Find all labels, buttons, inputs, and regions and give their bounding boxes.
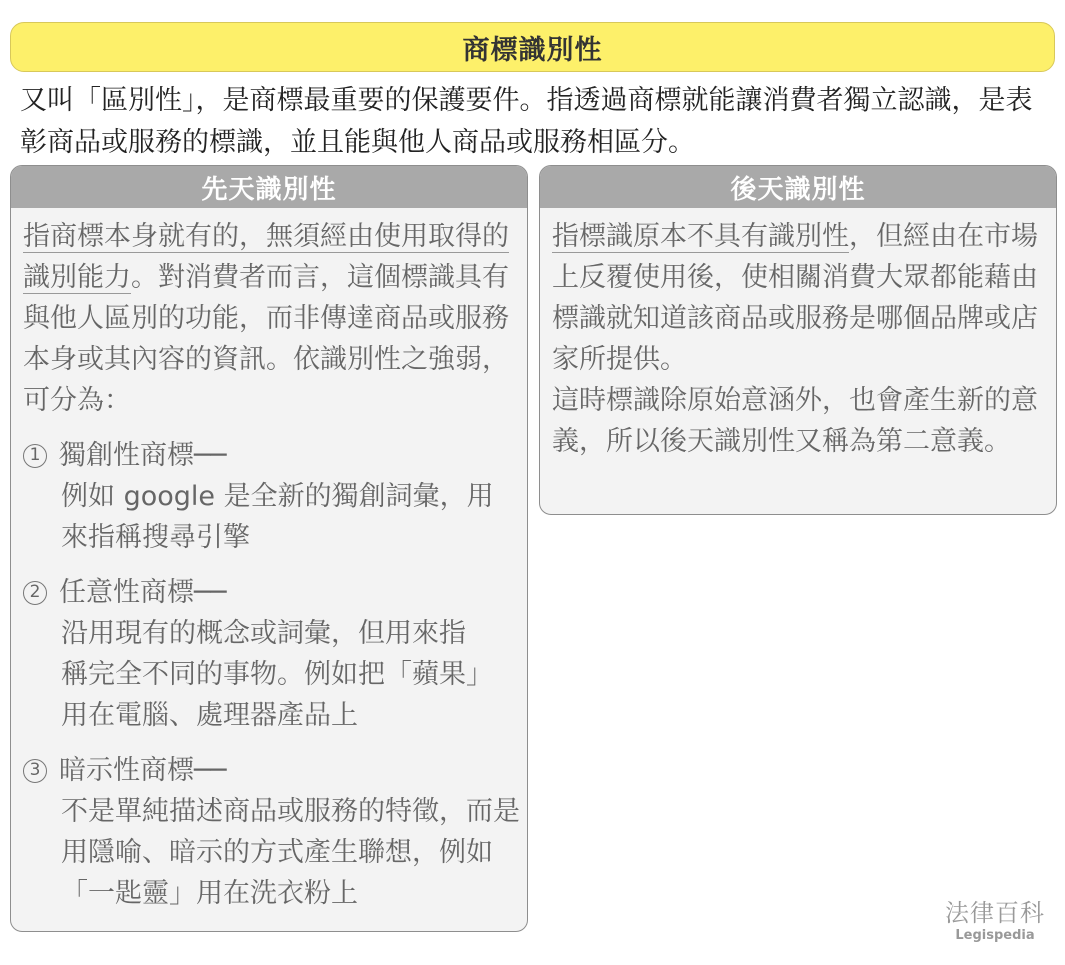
item-name: 獨創性商標── (59, 440, 227, 471)
acquired-definition (552, 216, 1042, 380)
circled-number: 1 (23, 444, 47, 468)
innate-definition (23, 216, 513, 421)
item-desc: 不是單純描述商品或服務的特徵，而是用隱喻、暗示的方式產生聯想，例如「一匙靈」用在洗衣粉上 (61, 796, 520, 909)
page-title: 商標識別性 (462, 34, 603, 66)
logo-sub-text: Legispedia (955, 928, 1035, 943)
title-bar (10, 22, 1055, 72)
item-desc: 例如 google 是全新的獨創詞彙，用來指稱搜尋引擎 (61, 481, 494, 553)
acquired-panel-header: 後天識別性 (540, 166, 1056, 208)
innate-definition-rest: 。對消費者而言，這個標識具有與他人區別的功能，而非傳達商品或服務本身或其內容的資訊。依識別性之強弱，可分為： (23, 262, 509, 416)
legispedia-logo (940, 898, 1050, 944)
acquired-extra: 這時標識除原始意涵外，也會產生新的意義，所以後天識別性又稱為第二意義。 (552, 385, 1038, 457)
circled-number: 2 (23, 581, 47, 605)
circled-number: 3 (23, 759, 47, 783)
intro-text: 又叫「區別性」，是商標最重要的保護要件。指透過商標就能讓消費者獨立認識，是表彰商品或服務的標識，並且能與他人商品或服務相區分。 (20, 85, 1033, 158)
acquired-distinctiveness-panel (539, 165, 1057, 515)
item-name: 暗示性商標── (59, 755, 227, 786)
innate-distinctiveness-panel (10, 165, 528, 932)
acquired-definition-rest: ，但經由在市場上反覆使用後，使相關消費大眾都能藉由標識就知道該商品或服務是哪個品牌或店家所提供。 (552, 221, 1038, 375)
item-name: 任意性商標── (59, 577, 227, 608)
innate-panel-body (11, 208, 520, 914)
logo-main-text: 法律百科 (945, 899, 1045, 927)
acquired-panel-body (540, 208, 1042, 462)
item-desc: 沿用現有的概念或詞彙，但用來指稱完全不同的事物。例如把「蘋果」用在電腦、處理器產品上 (61, 618, 480, 731)
list-item-arbitrary (23, 572, 513, 736)
acquired-definition-key: 指標識原本不具有識別性 (552, 221, 849, 252)
innate-definition-key: 指商標本身就有的，無須經由使用取得的識別能力 (23, 221, 509, 293)
list-item-suggestive (23, 750, 520, 914)
list-item-inventive (23, 435, 513, 558)
innate-panel-header: 先天識別性 (11, 166, 527, 208)
